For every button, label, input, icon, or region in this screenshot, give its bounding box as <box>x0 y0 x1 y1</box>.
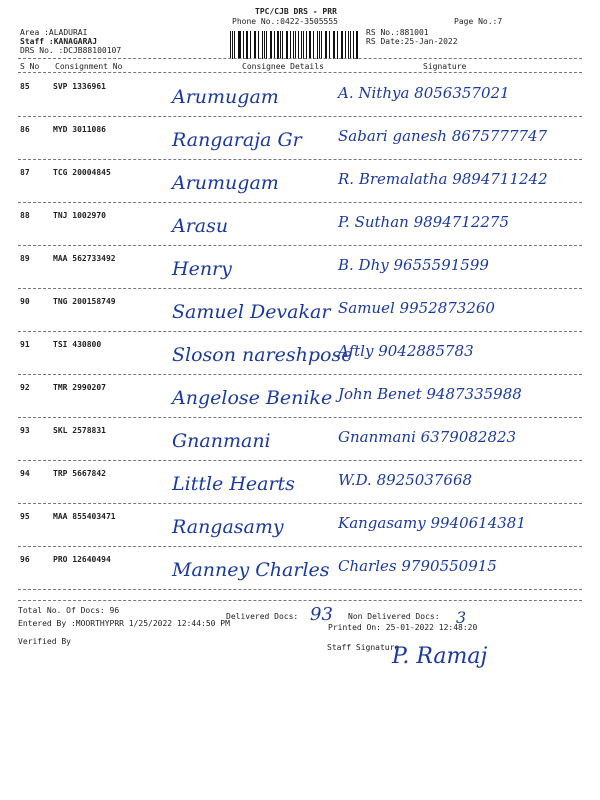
row-consignment-no: SVP 1336961 <box>53 82 106 91</box>
col-consignment: Consignment No <box>55 62 123 71</box>
row-sno: 86 <box>20 125 30 134</box>
verified-by: Verified By <box>18 637 71 646</box>
delivered-docs-handwritten: 93 <box>310 604 333 625</box>
row-consignment-no: TSI 430800 <box>53 340 102 349</box>
row-sno: 94 <box>20 469 30 478</box>
row-sno: 93 <box>20 426 30 435</box>
doc-title: TPC/CJB DRS - PRR <box>255 7 337 16</box>
row-signature-handwritten: John Benet 9487335988 <box>338 385 522 403</box>
drs-number: DRS No. :DCJB88100107 <box>20 46 122 55</box>
row-consignee-handwritten: Sloson nareshpose <box>172 344 353 366</box>
row-consignment-no: TRP 5667842 <box>53 469 106 478</box>
row-consignee-handwritten: Rangasamy <box>172 516 284 538</box>
row-sno: 89 <box>20 254 30 263</box>
row-consignment-no: TMR 2990207 <box>53 383 106 392</box>
row-divider <box>18 245 582 246</box>
page-number: Page No.:7 <box>454 17 503 26</box>
row-sno: 88 <box>20 211 30 220</box>
row-signature-handwritten: B. Dhy 9655591599 <box>338 256 489 274</box>
row-consignee-handwritten: Angelose Benike <box>172 387 333 409</box>
row-consignment-no: TNG 200158749 <box>53 297 116 306</box>
row-divider <box>18 374 582 375</box>
row-sno: 91 <box>20 340 30 349</box>
printed-on: Printed On: 25-01-2022 12:48:20 <box>328 623 478 632</box>
row-divider <box>18 589 582 590</box>
divider <box>18 600 582 601</box>
row-consignment-no: TNJ 1002970 <box>53 211 106 220</box>
row-sno: 87 <box>20 168 30 177</box>
row-signature-handwritten: Kangasamy 9940614381 <box>338 514 526 532</box>
row-signature-handwritten: Charles 9790550915 <box>338 557 497 575</box>
row-consignment-no: SKL 2578831 <box>53 426 106 435</box>
row-sno: 85 <box>20 82 30 91</box>
entered-by: Entered By :MOORTHYPRR 1/25/2022 12:44:50 PM <box>18 619 230 628</box>
row-sno: 95 <box>20 512 30 521</box>
row-divider <box>18 331 582 332</box>
row-consignee-handwritten: Little Hearts <box>172 473 295 495</box>
total-docs: Total No. Of Docs: 96 <box>18 606 120 615</box>
row-divider <box>18 202 582 203</box>
row-consignee-handwritten: Arumugam <box>172 172 279 194</box>
row-divider <box>18 503 582 504</box>
row-consignment-no: PRO 12640494 <box>53 555 111 564</box>
delivered-docs-label: Delivered Docs: <box>226 612 299 621</box>
divider <box>18 58 582 59</box>
row-consignee-handwritten: Rangaraja Gr <box>172 129 302 151</box>
col-signature: Signature <box>423 62 467 71</box>
row-consignee-handwritten: Samuel Devakar <box>172 301 331 323</box>
row-sno: 90 <box>20 297 30 306</box>
row-sno: 96 <box>20 555 30 564</box>
row-signature-handwritten: Gnanmani 6379082823 <box>338 428 517 446</box>
row-consignment-no: TCG 20004845 <box>53 168 111 177</box>
non-delivered-docs-label: Non Delivered Docs: <box>348 612 440 621</box>
barcode <box>230 31 360 59</box>
divider <box>18 72 582 73</box>
staff-signature-label: Staff Signature <box>327 643 400 652</box>
row-consignee-handwritten: Henry <box>172 258 232 280</box>
row-divider <box>18 546 582 547</box>
row-divider <box>18 116 582 117</box>
col-consignee: Consignee Details <box>242 62 324 71</box>
row-signature-handwritten: Samuel 9952873260 <box>338 299 495 317</box>
staff-signature-handwritten: P. Ramaj <box>392 644 488 669</box>
row-sno: 92 <box>20 383 30 392</box>
row-signature-handwritten: P. Suthan 9894712275 <box>338 213 510 231</box>
rs-date: RS Date:25-Jan-2022 <box>366 37 458 46</box>
col-sno: S No <box>20 62 40 71</box>
row-signature-handwritten: R. Bremalatha 9894711242 <box>338 170 548 188</box>
staff-label: Staff :KANAGARAJ <box>20 37 98 46</box>
row-divider <box>18 159 582 160</box>
row-divider <box>18 288 582 289</box>
row-signature-handwritten: Aftly 9042885783 <box>338 342 474 360</box>
row-consignee-handwritten: Arumugam <box>172 86 279 108</box>
row-consignment-no: MAA 855403471 <box>53 512 116 521</box>
row-consignee-handwritten: Gnanmani <box>172 430 271 452</box>
row-consignee-handwritten: Arasu <box>172 215 229 237</box>
row-signature-handwritten: W.D. 8925037668 <box>338 471 473 489</box>
row-consignment-no: MAA 562733492 <box>53 254 116 263</box>
row-signature-handwritten: A. Nithya 8056357021 <box>338 84 510 102</box>
row-consignee-handwritten: Manney Charles <box>172 559 330 581</box>
row-consignment-no: MYD 3011086 <box>53 125 106 134</box>
phone-number: Phone No.:0422-3505555 <box>232 17 338 26</box>
row-divider <box>18 417 582 418</box>
non-delivered-handwritten: 3 <box>456 608 467 627</box>
row-signature-handwritten: Sabari ganesh 8675777747 <box>338 127 548 145</box>
rs-number: RS No.:881001 <box>366 28 429 37</box>
row-divider <box>18 460 582 461</box>
area-label: Area :ALADURAI <box>20 28 88 37</box>
